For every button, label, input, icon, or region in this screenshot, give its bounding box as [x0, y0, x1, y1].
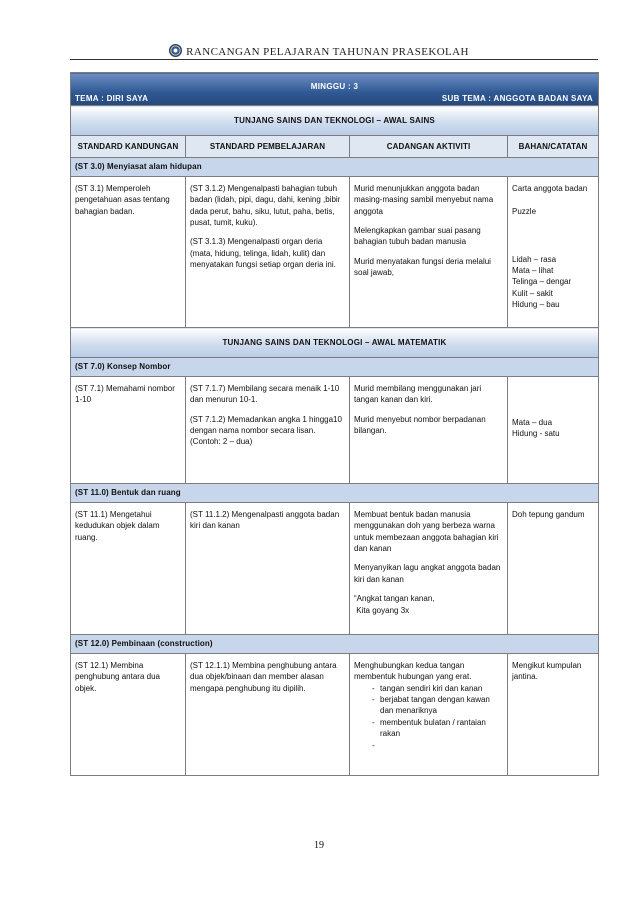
column-header-row: [71, 136, 599, 158]
kandungan-text: (ST 7.1) Memahami nombor 1-10: [75, 384, 175, 405]
pembelajaran-text: (ST 7.1.7) Membilang secara menaik 1-10 dan menurun 10-1.: [190, 384, 340, 405]
kandungan-text: (ST 3.1) Memperoleh pengetahuan asas tentang bahagian badan.: [75, 184, 170, 216]
bahan-text: Mata – lihat: [512, 266, 554, 276]
tunjang-matematik-title: TUNJANG SAINS DAN TEKNOLOGI – AWAL MATEMATIK: [71, 328, 599, 358]
section-title: (ST 12.0) Pembinaan (construction): [71, 635, 599, 654]
lesson-plan-table: [70, 72, 599, 776]
week-banner: [71, 73, 599, 106]
aktiviti-text: Murid menyatakan fungsi deria melalui soal jawab,: [354, 256, 491, 278]
aktiviti-text: Kita goyang 3x: [354, 605, 410, 615]
column-header-aktiviti: CADANGAN AKTIVITI: [350, 136, 508, 158]
aktiviti-text: Menghubungkan kedua tangan membentuk hubungan yang erat.: [354, 661, 472, 682]
week-label: MINGGU : 3: [310, 82, 359, 91]
aktiviti-text: Menyanyikan lagu angkat anggota badan kiri dan kanan: [354, 563, 501, 584]
list-item: - tangan sendiri kiri dan kanan: [372, 683, 483, 693]
table-row: [71, 503, 599, 635]
pembelajaran-text: (ST 7.1.2) Memadankan angka 1 hingga10 dengan nama nombor secara lisan.: [190, 414, 342, 436]
pembelajaran-text: (ST 3.1.3) Mengenalpasti organ deria (mata, hidung, telinga, lidah, kulit) dan menyatakan fungsi setiap organ deria ini.: [190, 237, 336, 270]
header-title: RANCANGAN PELAJARAN TAHUNAN PRASEKOLAH: [186, 46, 469, 58]
bahan-text: Carta anggota badan: [512, 184, 588, 193]
theme-label: TEMA : DIRI SAYA: [75, 94, 149, 103]
list-item: -: [372, 740, 375, 750]
section-title: (ST 11.0) Bentuk dan ruang: [71, 484, 599, 503]
aktiviti-text: Membuat bentuk badan manusia menggunakan doh yang berbeza warna untuk membezaan anggota bahagian kiri dan kanan: [354, 510, 499, 554]
aktiviti-text: Murid membilang menggunakan jari tangan kanan dan kiri.: [354, 384, 482, 405]
section-st12-header: [71, 635, 599, 654]
list-item: - membentuk bulatan / rantaian rakan: [372, 717, 486, 739]
aktiviti-text: Melengkapkan gambar suai pasang bahagian tubuh badan manusia: [354, 226, 481, 247]
section-st3-header: [71, 158, 599, 177]
column-header-bahan: BAHAN/CATATAN: [508, 136, 599, 158]
bahan-text: Mengikut kumpulan jantina.: [512, 661, 582, 682]
tunjang-sains-row: [71, 106, 599, 136]
tunjang-sains-title: TUNJANG SAINS DAN TEKNOLOGI – AWAL SAINS: [71, 106, 599, 136]
aktiviti-text: Murid menunjukkan anggota badan masing-masing sambil menyebut nama anggota: [354, 184, 494, 216]
column-header-pembelajaran: STANDARD PEMBELAJARAN: [186, 136, 350, 158]
pembelajaran-text: (ST 11.1.2) Mengenalpasti anggota badan kiri dan kanan: [190, 510, 340, 531]
bahan-text: Lidah – rasa: [512, 254, 557, 264]
pembelajaran-text: (ST 12.1.1) Membina penghubung antara dua objek/binaan dan member alasan mengapa penghubung itu dipilih.: [190, 661, 337, 693]
pembelajaran-text: (Contoh: 2 – dua): [190, 437, 253, 447]
section-title: (ST 7.0) Konsep Nombor: [71, 358, 599, 377]
tunjang-matematik-row: [71, 328, 599, 358]
aktiviti-text: “Angkat tangan kanan,: [354, 594, 435, 604]
section-st11-header: [71, 484, 599, 503]
list-item: - berjabat tangan dengan kawan dan menariknya: [372, 695, 490, 716]
bahan-text: Kulit – sakit: [512, 288, 553, 298]
section-st7-header: [71, 358, 599, 377]
bahan-text: Mata – dua: [512, 418, 553, 427]
subtheme-label: SUB TEMA : ANGGOTA BADAN SAYA: [441, 94, 593, 103]
ministry-logo-icon: [169, 44, 182, 57]
table-row: [71, 177, 599, 328]
table-row: [71, 654, 599, 776]
section-title: (ST 3.0) Menyiasat alam hidupan: [71, 158, 599, 177]
bahan-text: Telinga – dengar: [512, 277, 572, 287]
bahan-text: Doh tepung gandum: [512, 510, 585, 519]
pembelajaran-text: (ST 3.1.2) Mengenalpasti bahagian tubuh badan (lidah, pipi, dagu, dahi, kening ,bibir dada perut, bahu, siku, lutut, paha, betis, pusat, tumit, kuku).: [190, 184, 341, 228]
bahan-text: Hidung – bau: [512, 300, 560, 310]
aktiviti-list: [354, 683, 503, 751]
bahan-text: Hidung - satu: [512, 429, 560, 439]
aktiviti-text: Murid menyebut nombor berpadanan bilangan.: [354, 414, 486, 436]
table-row: [71, 377, 599, 484]
column-header-kandungan: STANDARD KANDUNGAN: [71, 136, 186, 158]
page-header: [0, 44, 638, 58]
bahan-text: Puzzle: [512, 207, 537, 217]
kandungan-text: (ST 11.1) Mengetahui kedudukan objek dalam ruang.: [75, 510, 160, 542]
header-rule: [70, 59, 598, 60]
kandungan-text: (ST 12.1) Membina penghubung antara dua objek.: [75, 661, 160, 693]
page-number: 19: [314, 840, 324, 851]
